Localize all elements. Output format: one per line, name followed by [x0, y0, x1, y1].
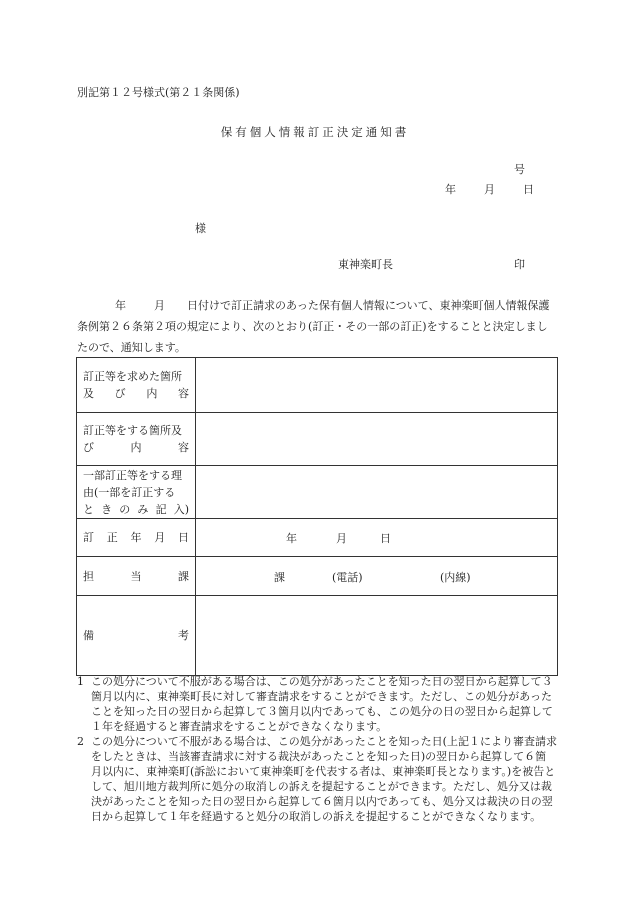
- note-number: 2: [77, 735, 84, 748]
- table-row: [77, 519, 558, 557]
- remarks-value[interactable]: [196, 596, 558, 676]
- table-row: [77, 413, 558, 466]
- corrected-request-value[interactable]: [196, 358, 558, 413]
- body-year: 年: [115, 299, 126, 312]
- note-number: 1: [77, 675, 84, 688]
- sender-name: 東神楽町長: [338, 258, 393, 271]
- seal-mark: 印: [514, 258, 525, 271]
- correction-year: 年: [286, 532, 297, 545]
- body-month: 月: [154, 299, 165, 312]
- department-value[interactable]: [196, 557, 558, 596]
- body-text: 日付けで訂正請求のあった保有個人情報について、東神楽町個人情報保護条例第２６条第２項の規定により、次のとおり(訂正・その一部の訂正)をすることと決定しましたので、通知します。: [77, 299, 550, 354]
- table-row: [77, 557, 558, 596]
- notes: [77, 674, 557, 824]
- extension-label: (内線): [440, 571, 471, 584]
- department-label: 担 当 課: [77, 557, 196, 596]
- notice-body: [77, 295, 557, 358]
- partial-reason-label: 一部訂正等をする理 由(一部を訂正する と き の み 記 入): [77, 466, 196, 519]
- correction-month: 月: [336, 532, 347, 545]
- correction-part-value[interactable]: [196, 413, 558, 466]
- issue-date-month: 月: [484, 183, 495, 196]
- issue-date-day: 日: [523, 183, 534, 196]
- phone-label: (電話): [332, 571, 363, 584]
- document-title: 保有個人情報訂正決定通知書: [220, 125, 410, 139]
- correction-date-label: 訂 正 年 月 日: [77, 519, 196, 557]
- issue-date-year: 年: [445, 183, 456, 196]
- correction-part-label: 訂正等をする箇所及 び 内 容: [77, 413, 196, 466]
- decision-table: [76, 357, 558, 676]
- issue-date: [445, 181, 534, 197]
- note-text: この処分について不服がある場合は、この処分があったことを知った日の翌日から起算して３箇月以内に、東神楽町長に対して審査請求をすることができます。ただし、この処分があったことを知った日の翌日から起算して３箇月以内であっても、この処分の日の翌日から起算して１年を経過すると審査請求をすることができなくなります。: [91, 675, 553, 733]
- table-row: [77, 596, 558, 676]
- correction-day: 日: [380, 532, 391, 545]
- form-label: 別記第１２号様式(第２１条関係): [77, 86, 240, 99]
- note-text: この処分について不服がある場合は、この処分があったことを知った日(上記１により審査請求をしたときは、当該審査請求に対する裁決があったことを知った日)の翌日から起算して６箇月以内に、東神楽町(訴訟において東神楽町を代表する者は、東神楽町長となります。)を被告として、旭川地方裁判所に処分の取消しの訴えを提起することができます。ただし、処分又は裁決があったことを知った日の翌日から起算して６箇月以内であっても、処分又は裁決の日の翌日から起算して１年を経過すると処分の取消しの訴えを提起することができなくなります。: [91, 735, 557, 823]
- table-row: [77, 466, 558, 519]
- note-item: [77, 734, 557, 824]
- correction-date-value[interactable]: [196, 519, 558, 557]
- document-number-label: 号: [514, 163, 525, 176]
- note-item: [77, 674, 557, 734]
- partial-reason-value[interactable]: [196, 466, 558, 519]
- addressee-suffix: 様: [195, 222, 206, 235]
- remarks-label: 備 考: [77, 596, 196, 676]
- corrected-request-label: 訂正等を求めた箇所 及 び 内 容: [77, 358, 196, 413]
- table-row: [77, 358, 558, 413]
- department-suffix: 課: [274, 571, 285, 584]
